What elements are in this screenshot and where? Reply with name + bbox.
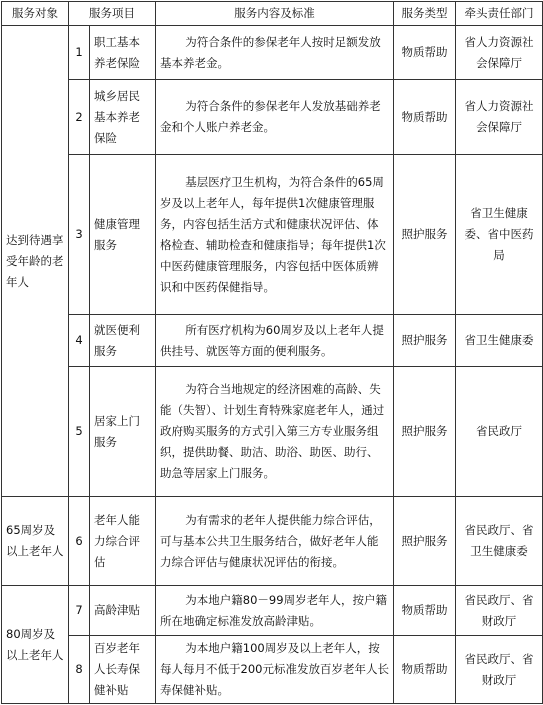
- row-number: 3: [69, 155, 90, 315]
- service-item: 职工基本养老保险: [90, 26, 156, 80]
- lead-department: 省人力资源社会保障厅: [456, 26, 543, 80]
- table-row: [2, 367, 543, 497]
- group-label: 80周岁及以上老年人: [2, 586, 69, 704]
- header-row: [2, 2, 543, 26]
- row-number: 2: [69, 80, 90, 155]
- table-row: [2, 80, 543, 155]
- service-content: 为符合条件的参保老年人按时足额发放基本养老金。: [160, 34, 381, 70]
- service-content: 为符合条件的参保老年人发放基础养老金和个人账户养老金。: [160, 99, 381, 134]
- service-item: 健康管理服务: [90, 155, 156, 315]
- table-row: [2, 497, 543, 586]
- lead-department: 省民政厅、省财政厅: [456, 586, 543, 636]
- header-target: 服务对象: [2, 2, 69, 26]
- service-type: 照护服务: [394, 155, 456, 315]
- service-content: 为符合当地规定的经济困难的高龄、失能（失智）、计划生育特殊家庭老年人，通过政府购买服务的方式引入第三方专业服务组织，提供助餐、助洁、助浴、助医、助行、助急等居家上门服务。: [160, 382, 385, 480]
- row-number: 5: [69, 367, 90, 497]
- service-content: 为本地户籍80－99周岁老年人，按户籍所在地确定标准发放高龄津贴。: [160, 592, 388, 628]
- lead-department: 省人力资源社会保障厅: [456, 80, 543, 155]
- service-type: 物质帮助: [394, 586, 456, 636]
- group-label: 65周岁及以上老年人: [2, 497, 69, 586]
- table-row: [2, 155, 543, 315]
- service-type: 物质帮助: [394, 26, 456, 80]
- service-item: 百岁老年人长寿保健补贴: [90, 636, 156, 704]
- group-label: 达到待遇享受年龄的老年人: [2, 26, 69, 497]
- header-dept: 牵头责任部门: [456, 2, 543, 26]
- header-item: 服务项目: [69, 2, 156, 26]
- header-content: 服务内容及标准: [156, 2, 394, 26]
- table-row: [2, 636, 543, 704]
- service-type: 照护服务: [394, 367, 456, 497]
- table-row: [2, 586, 543, 636]
- row-number: 4: [69, 315, 90, 367]
- row-number: 7: [69, 586, 90, 636]
- header-type: 服务类型: [394, 2, 456, 26]
- lead-department: 省民政厅、省卫生健康委: [456, 497, 543, 586]
- service-item: 城乡居民基本养老保险: [90, 80, 156, 155]
- row-number: 1: [69, 26, 90, 80]
- lead-department: 省民政厅、省财政厅: [456, 636, 543, 704]
- service-content: 为本地户籍100周岁及以上老年人，按每人每月不低于200元标准发放百岁老年人长寿保健补贴。: [160, 641, 389, 697]
- service-content: 基层医疗卫生机构，为符合条件的65周岁及以上老年人，每年提供1次健康管理服务，内容包括生活方式和健康状况评估、体格检查、辅助检查和健康指导；每年提供1次中医药健康管理服务，内容包括中医体质辨识和中医药保健指导。: [160, 174, 386, 294]
- table-row: [2, 315, 543, 367]
- service-item: 高龄津贴: [90, 586, 156, 636]
- row-number: 8: [69, 636, 90, 704]
- lead-department: 省民政厅: [456, 367, 543, 497]
- service-item: 就医便利服务: [90, 315, 156, 367]
- service-item: 居家上门服务: [90, 367, 156, 497]
- service-content: 为有需求的老年人提供能力综合评估，可与基本公共卫生服务结合，做好老年人能力综合评估与健康状况评估的衔接。: [160, 512, 381, 569]
- table-row: [2, 26, 543, 80]
- service-item: 老年人能力综合评估: [90, 497, 156, 586]
- service-type: 物质帮助: [394, 80, 456, 155]
- lead-department: 省卫生健康委: [456, 315, 543, 367]
- lead-department: 省卫生健康委、省中医药局: [456, 155, 543, 315]
- service-table: [1, 1, 543, 704]
- service-type: 照护服务: [394, 497, 456, 586]
- service-type: 物质帮助: [394, 636, 456, 704]
- service-content: 所有医疗机构为60周岁及以上老年人提供挂号、就医等方面的便利服务。: [160, 322, 384, 358]
- row-number: 6: [69, 497, 90, 586]
- service-type: 照护服务: [394, 315, 456, 367]
